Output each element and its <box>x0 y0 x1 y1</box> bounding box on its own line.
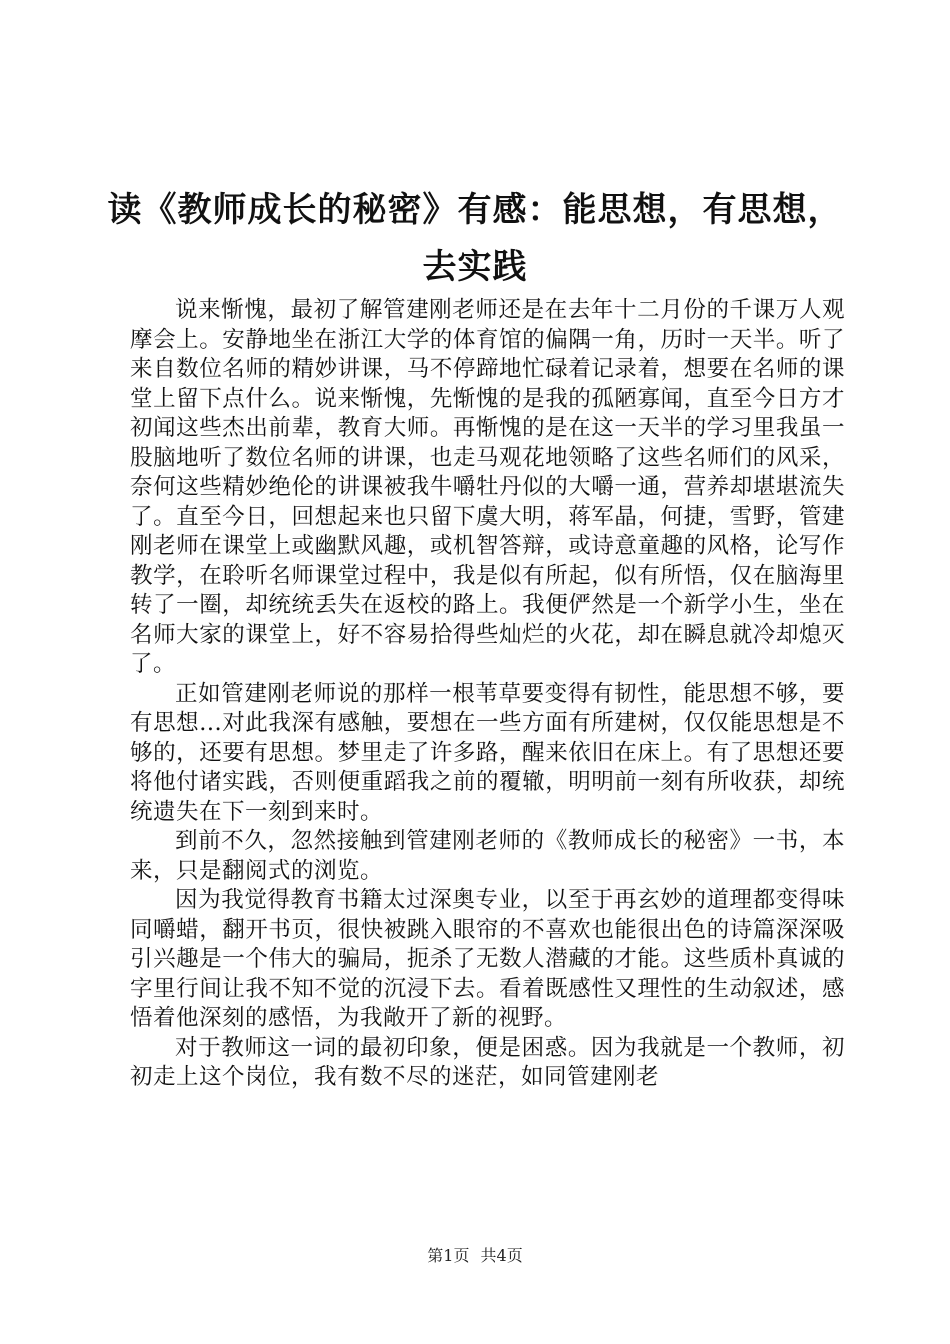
paragraph: 正如管建刚老师说的那样一根苇草要变得有韧性，能思想不够，要有思想...对此我深有感触，要想在一些方面有所建树，仅仅能思想是不够的，还要有思想。梦里走了许多路，醒来依旧在床上。有了思想还要将他付诸实践，否则便重蹈我之前的覆辙，明明前一刻有所收获，却统统遗失在下一刻到来时。 <box>130 680 845 825</box>
document-title-line-1: 读《教师成长的秘密》有感：能思想，有思想， <box>107 190 843 230</box>
paragraph: 说来惭愧，最初了解管建刚老师还是在去年十二月份的千课万人观摩会上。安静地坐在浙江大学的体育馆的偏隅一角，历时一天半。听了来自数位名师的精妙讲课，马不停蹄地忙碌着记录着，想要在名师的课堂上留下点什么。说来惭愧，先惭愧的是我的孤陋寡闻，直至今日方才初闻这些杰出前辈，教育大师。再惭愧的是在这一天半的学习里我虽一股脑地听了数位名师的讲课，也走马观花地领略了这些名师们的风采，奈何这些精妙绝伦的讲课被我牛嚼牡丹似的大嚼一通，营养却堪堪流失了。直至今日，回想起来也只留下虞大明，蒋军晶，何捷，雪野，管建刚老师在课堂上或幽默风趣，或机智答辩，或诗意童趣的风格，论写作教学，在聆听名师课堂过程中，我是似有所起，似有所悟，仅在脑海里转了一圈，却统统丢失在返校的路上。我便俨然是一个新学小生，坐在名师大家的课堂上，好不容易拾得些灿烂的火花，却在瞬息就冷却熄灭了。 <box>130 297 845 677</box>
document-title-line-2: 去实践 <box>422 247 528 287</box>
paragraph: 对于教师这一词的最初印象，便是困惑。因为我就是一个教师，初初走上这个岗位，我有数不尽的迷茫，如同管建刚老 <box>130 1034 845 1090</box>
document-body <box>130 296 845 1093</box>
page-total: 共4页 <box>480 1246 523 1265</box>
paragraph: 到前不久，忽然接触到管建刚老师的《教师成长的秘密》一书，本来，只是翻阅式的浏览。 <box>130 828 845 884</box>
paragraph: 因为我觉得教育书籍太过深奥专业，以至于再玄妙的道理都变得味同嚼蜡，翻开书页，很快被跳入眼帘的不喜欢也能很出色的诗篇深深吸引兴趣是一个伟大的骗局，扼杀了无数人潜藏的才能。这些质朴真诚的字里行间让我不知不觉的沉浸下去。看着既感性又理性的生动叙述，感悟着他深刻的感悟，为我敞开了新的视野。 <box>130 887 845 1031</box>
page-number: 第1页 <box>427 1246 470 1265</box>
page-footer <box>0 1243 950 1266</box>
